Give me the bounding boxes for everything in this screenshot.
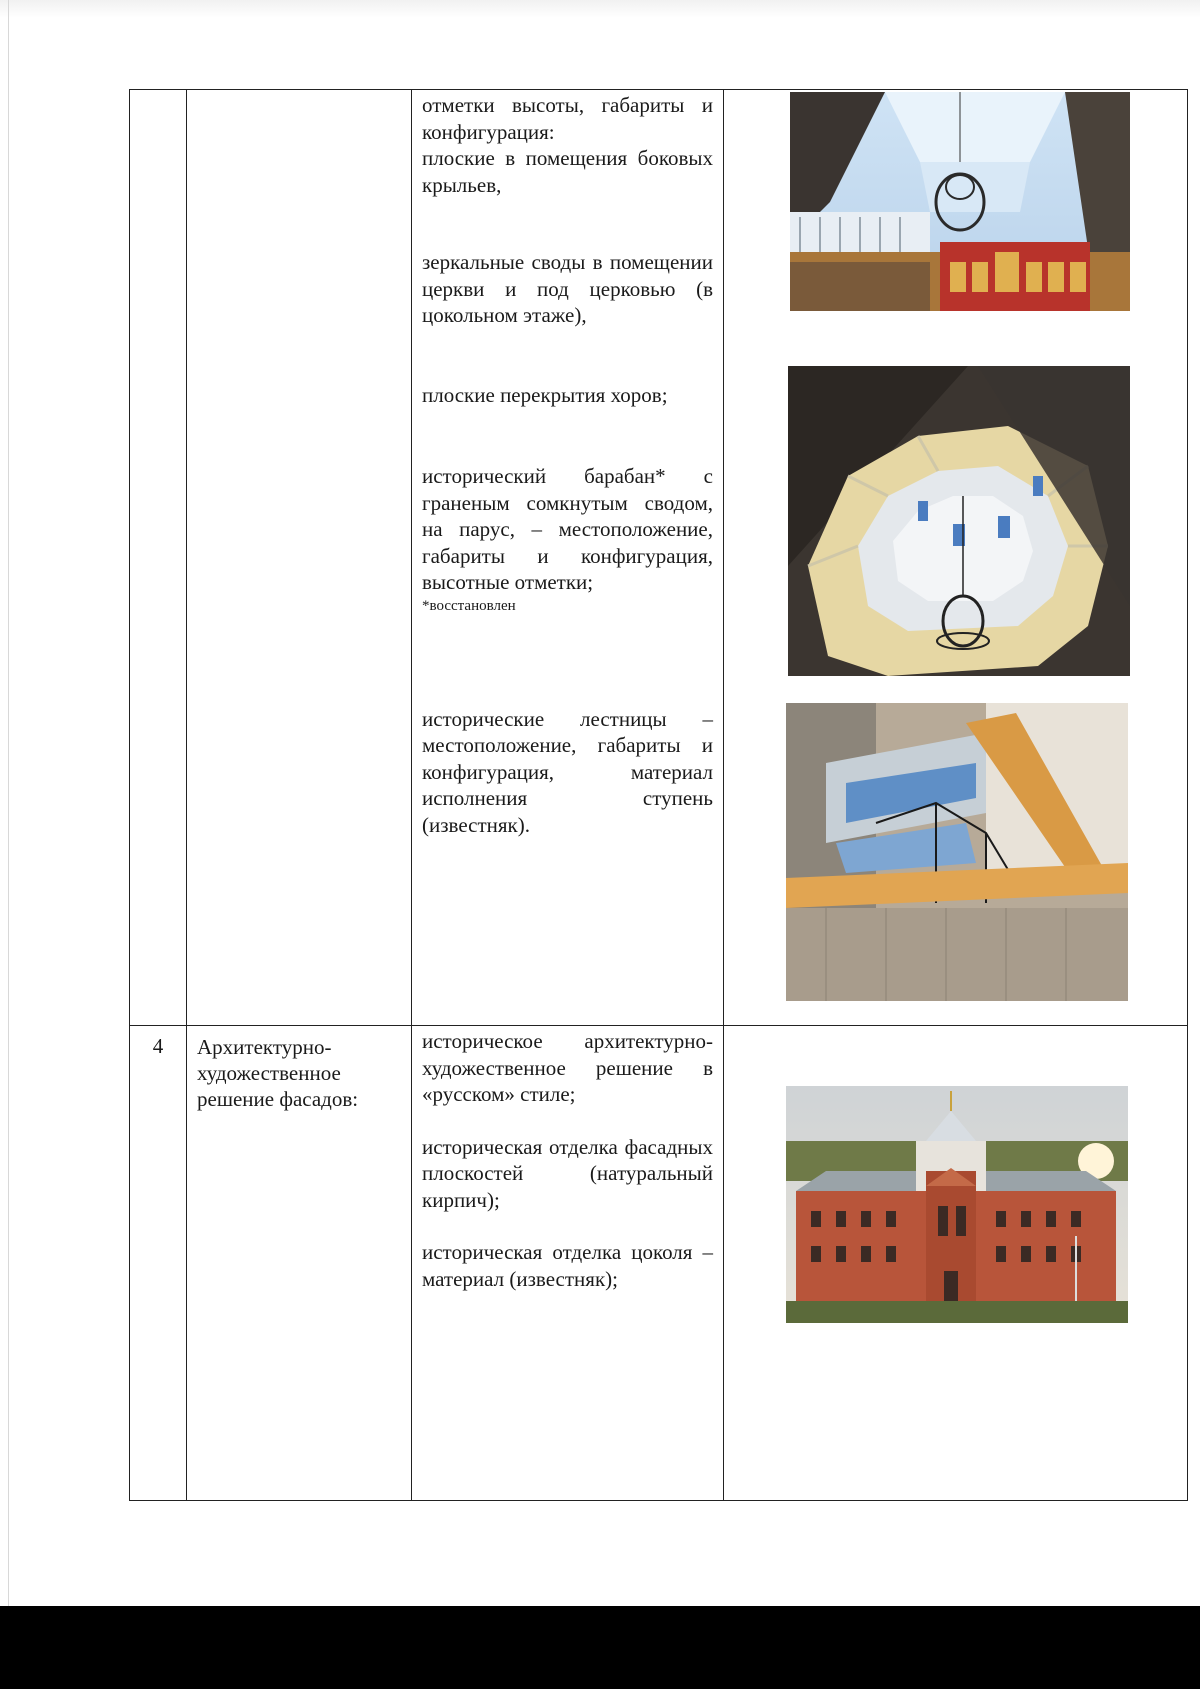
table-row — [130, 90, 1188, 1026]
row-number: 4 — [130, 1026, 187, 1501]
photo-staircase — [786, 703, 1128, 1001]
photo-church-vault — [790, 92, 1130, 311]
scan-bottom-band — [0, 1606, 1200, 1689]
row-description — [412, 1026, 724, 1501]
desc-paragraph: зеркальные своды в помещении церкви и под церковью (в цокольном этаже), — [422, 250, 713, 327]
row-title — [187, 90, 412, 1026]
photo-cell — [724, 1026, 1188, 1501]
desc-paragraph: отметки высоты, габариты и конфигурация: — [422, 93, 713, 144]
row-title: Архитектурно-художественное решение фасадов: — [187, 1026, 412, 1501]
desc-paragraph: историческая отделка цоколя – материал (известняк); — [422, 1240, 713, 1291]
desc-paragraph: историческая отделка фасадных плоскостей (натуральный кирпич); — [422, 1134, 713, 1212]
photo-dome-drum — [788, 366, 1130, 676]
footnote: *восстановлен — [422, 597, 516, 614]
desc-paragraph: исторический барабан* с граненым сомкнутым сводом, на парус, – местоположение, габариты и конфигурация, высотные отметки; — [422, 464, 713, 594]
row-number — [130, 90, 187, 1026]
desc-paragraph: исторические лестницы – местоположение, габариты и конфигурация, материал исполнения ступень (известняк). — [422, 706, 713, 837]
photo-brick-facade — [786, 1086, 1128, 1323]
desc-paragraph: плоские в помещения боковых крыльев, — [422, 146, 713, 197]
row-description — [412, 90, 724, 1026]
scan-top-shadow — [0, 0, 1200, 18]
scan-page-edge — [8, 0, 9, 1689]
table-row — [130, 1026, 1188, 1501]
heritage-table — [129, 89, 1188, 1501]
desc-paragraph: историческое архитектурно-художественное решение в «русском» стиле; — [422, 1029, 713, 1106]
photo-cell — [724, 90, 1188, 1026]
desc-paragraph: плоские перекрытия хоров; — [422, 382, 668, 407]
